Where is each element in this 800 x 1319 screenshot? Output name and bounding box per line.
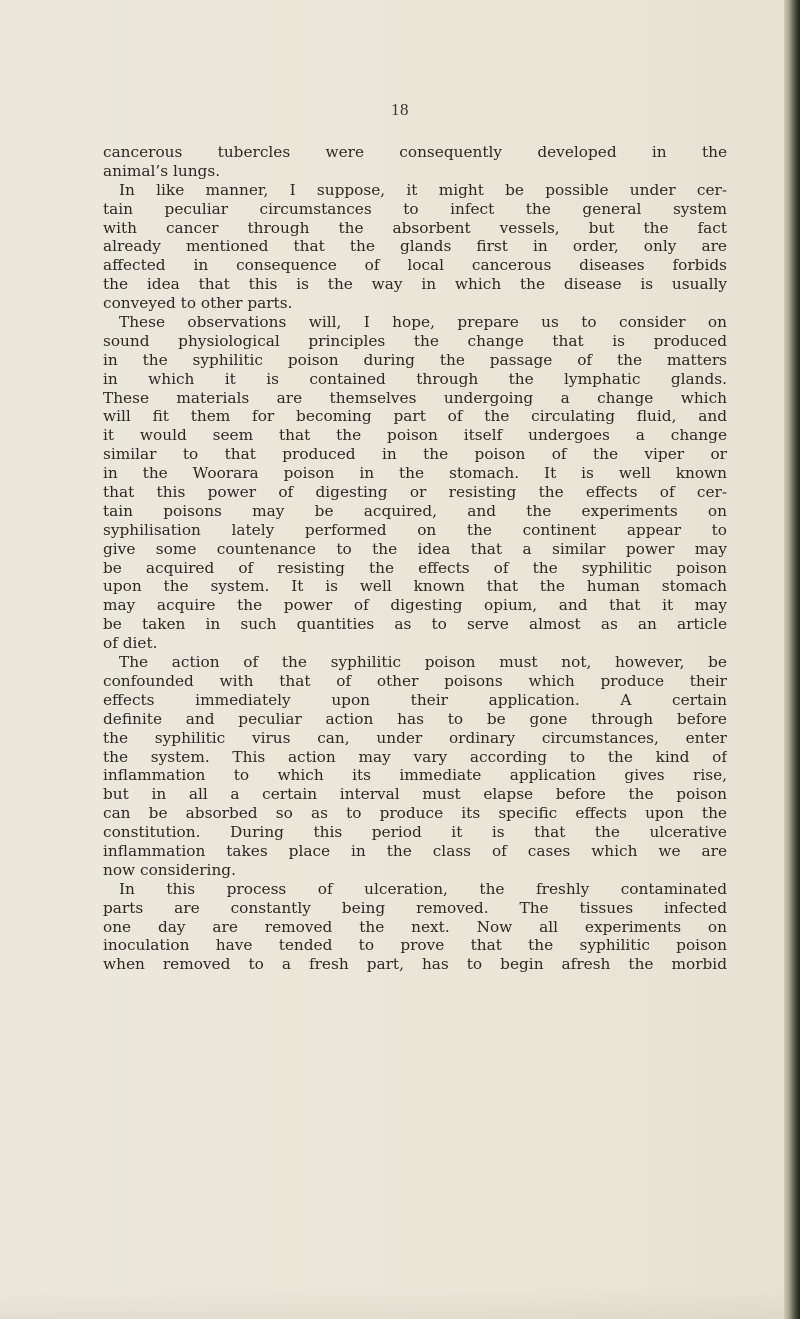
text-line: be taken in such quantities as to serve almost as an article (103, 615, 727, 634)
text-line: now considering. (103, 860, 236, 879)
text-line: the syphilitic virus can, under ordinary circumstances, enter (103, 728, 727, 747)
text-line: cancerous tubercles were consequently developed in the (103, 143, 727, 161)
text-line: but in all a certain interval must elapse before the poison (103, 785, 727, 804)
text-line: parts are constantly being removed. The tissues infected (103, 898, 727, 917)
text-line: will fit them for becoming part of the circulating fluid, and (103, 407, 727, 426)
text-line: These observations will, I hope, prepare us to consider on (119, 313, 727, 332)
page-number: 18 (391, 100, 409, 119)
text-line: syphilisation lately performed on the continent appear to (103, 520, 727, 539)
text-line: can be absorbed so as to produce its specific effects upon the (103, 804, 727, 823)
text-line: tain poisons may be acquired, and the experiments on (103, 501, 727, 520)
page-bottom-shadow (0, 1289, 784, 1319)
text-line: when removed to a fresh part, has to begin afresh the morbid (103, 955, 727, 974)
text-line: already mentioned that the glands first in order, only are (103, 237, 727, 256)
text-line: effects immediately upon their application. A certain (103, 690, 727, 709)
text-line: similar to that produced in the poison of the viper or (103, 445, 727, 464)
text-line: These materials are themselves undergoing a change which (103, 388, 727, 407)
text-line: inoculation have tended to prove that the syphilitic poison (103, 936, 727, 955)
page-binding-edge (784, 0, 800, 1319)
text-line: sound physiological principles the change that is produced (103, 331, 727, 350)
text-line: definite and peculiar action has to be gone through before (103, 709, 727, 728)
text-line: affected in consequence of local cancerous diseases forbids (103, 256, 727, 275)
text-line: be acquired of resisting the effects of the syphilitic poison (103, 558, 727, 577)
text-line: in the Woorara poison in the stomach. It is well known (103, 464, 727, 483)
text-line: The action of the syphilitic poison must not, however, be (119, 653, 727, 672)
text-line: may acquire the power of digesting opium, and that it may (103, 596, 727, 615)
text-line: upon the system. It is well known that the human stomach (103, 577, 727, 596)
text-line: conveyed to other parts. (103, 294, 293, 313)
text-line: inflammation to which its immediate application gives rise, (103, 766, 727, 785)
text-line: tain peculiar circumstances to infect the general system (103, 199, 727, 218)
text-line: confounded with that of other poisons which produce their (103, 671, 727, 690)
text-line: with cancer through the absorbent vessels, but the fact (103, 218, 727, 237)
text-line: in the syphilitic poison during the passage of the matters (103, 350, 727, 369)
text-line: the system. This action may vary according to the kind of (103, 747, 727, 766)
text-line: constitution. During this period it is that the ulcerative (103, 823, 727, 842)
text-line: inflammation takes place in the class of cases which we are (103, 841, 727, 860)
text-line: the idea that this is the way in which the disease is usually (103, 275, 727, 294)
body-text (103, 143, 727, 974)
text-line: animal’s lungs. (103, 161, 221, 180)
text-line: in which it is contained through the lymphatic glands. (103, 369, 727, 388)
text-line: of diet. (103, 634, 158, 653)
text-line: In like manner, I suppose, it might be possible under cer- (119, 180, 727, 199)
text-line: one day are removed the next. Now all experiments on (103, 917, 727, 936)
text-line: it would seem that the poison itself undergoes a change (103, 426, 727, 445)
text-line: that this power of digesting or resisting the effects of cer- (103, 483, 727, 502)
text-line: In this process of ulceration, the freshly contaminated (119, 879, 727, 898)
text-line: give some countenance to the idea that a similar power may (103, 539, 727, 558)
